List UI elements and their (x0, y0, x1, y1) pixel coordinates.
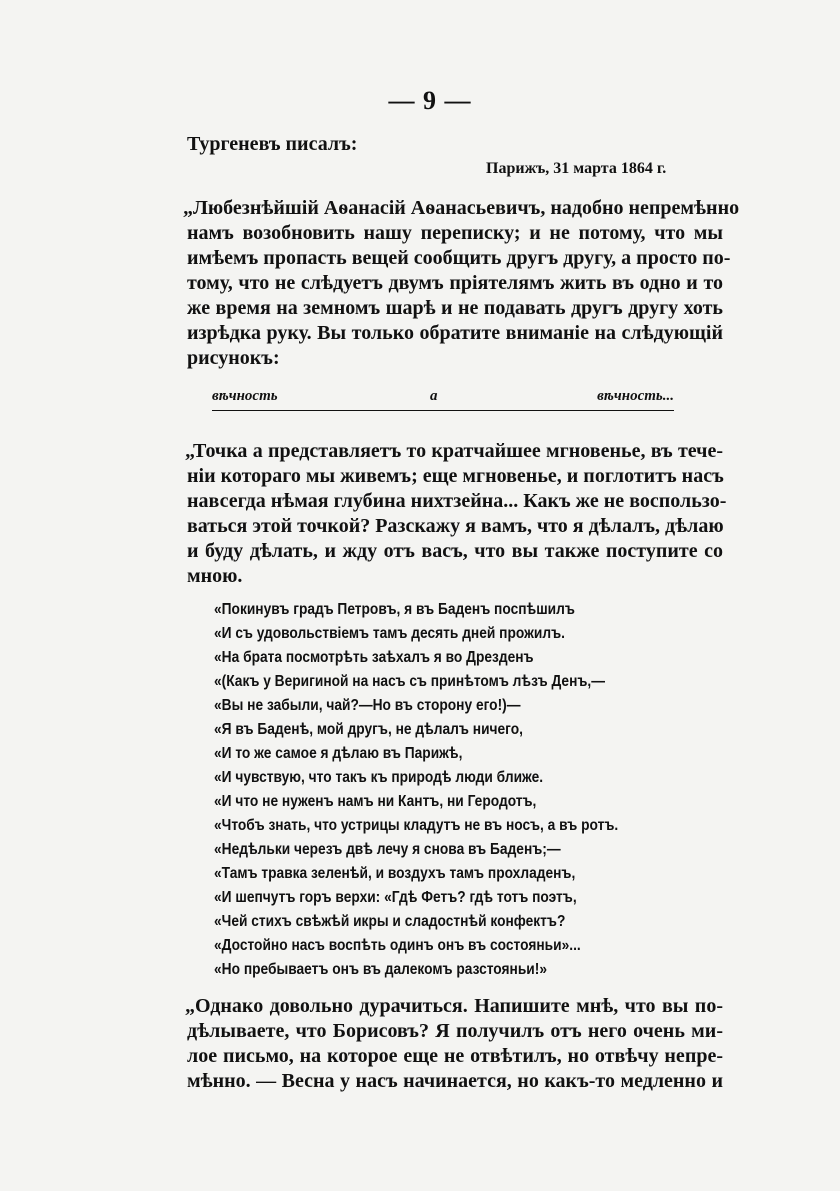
paragraph-3-line: мѣнно. — Весна у насъ начинается, но какъ-то медленно и (187, 1070, 723, 1092)
paragraph-1-line: намъ возобновить нашу переписку; и не потому, что мы (187, 222, 723, 244)
intro-line: Тургеневъ писалъ: (187, 133, 358, 155)
paragraph-2-line: ваться этой точкой? Разскажу я вамъ, что я дѣлалъ, дѣлаю (187, 515, 724, 537)
paragraph-1-line: тому, что не слѣдуетъ двумъ пріятелямъ жить въ одно и то (187, 272, 723, 294)
verse-line: «И чувствую, что такъ къ природѣ люди ближе. (214, 769, 544, 786)
paragraph-1-line: „Любезнѣйшій Аѳанасій Аѳанасьевичъ, надобно непремѣнно (183, 197, 740, 219)
paragraph-1-line: же время на земномъ шарѣ и не подавать другъ другу хоть (187, 297, 723, 319)
verse-line: «И съ удовольствіемъ тамъ десять дней прожилъ. (214, 625, 565, 642)
diagram-line (212, 410, 674, 411)
paragraph-3-line: „Однако довольно дурачиться. Напишите мнѣ, что вы по- (185, 995, 723, 1017)
verse-line: «Тамъ травка зеленѣй, и воздухъ тамъ прохладенъ, (214, 865, 576, 882)
paragraph-1-line: рисунокъ: (187, 347, 280, 369)
verse-line: «Вы не забыли, чай?—Но въ сторону его!)— (214, 697, 521, 714)
verse-line: «Но пребываетъ онъ въ далекомъ разстояньи!» (214, 961, 548, 978)
paragraph-2-line: ніи котораго мы живемъ; еще мгновенье, и поглотитъ насъ (187, 465, 724, 487)
paragraph-1-line: изрѣдка руку. Вы только обратите вниманіе на слѣдующій (187, 322, 723, 344)
diagram-point-label: a (430, 388, 438, 404)
verse-line: «Чей стихъ свѣжѣй икры и сладостнѣй конфектъ? (214, 913, 566, 930)
diagram-right-label: вѣчность... (597, 388, 674, 404)
verse-line: «(Какъ у Веригиной на насъ съ принѣтомъ лѣзъ Денъ,— (214, 673, 605, 690)
diagram-left-label: вѣчность (212, 388, 278, 404)
verse-line: «И шепчутъ горъ верхи: «Гдѣ Фетъ? гдѣ тотъ поэтъ, (214, 889, 577, 906)
verse-line: «Недѣльки черезъ двѣ лечу я снова въ Баденъ;— (214, 841, 561, 858)
eternity-diagram (212, 388, 674, 414)
verse-line: «Достойно насъ воспѣть одинъ онъ въ состояньи»... (214, 937, 581, 954)
verse-line: «Я въ Баденѣ, мой другъ, не дѣлалъ ничего, (214, 721, 523, 738)
paragraph-2-line: „Точка a представляетъ то кратчайшее мгновенье, въ тече- (185, 440, 723, 462)
page-number: — 9 — (388, 86, 472, 115)
verse-line: «Покинувъ градъ Петровъ, я въ Баденъ поспѣшилъ (214, 601, 575, 618)
verse-line: «На брата посмотрѣть заѣхалъ я во Дрезденъ (214, 649, 534, 666)
paragraph-2-line: и буду дѣлать, и жду отъ васъ, что вы также поступите со (187, 540, 723, 562)
verse-line: «И что не нуженъ намъ ни Кантъ, ни Геродотъ, (214, 793, 537, 810)
letter-dateline: Парижъ, 31 марта 1864 г. (486, 160, 667, 177)
verse-line: «И то же самое я дѣлаю въ Парижѣ, (214, 745, 463, 762)
paragraph-1-line: имѣемъ пропасть вещей сообщить другъ другу, а просто по- (187, 247, 731, 269)
verse-line: «Чтобъ знать, что устрицы кладутъ не въ носъ, а въ ротъ. (214, 817, 619, 834)
paragraph-2-line: мною. (187, 565, 243, 587)
paragraph-3-line: дѣлываете, что Борисовъ? Я получилъ отъ него очень ми- (187, 1020, 723, 1042)
paragraph-3-line: лое письмо, на которое еще не отвѣтилъ, но отвѣчу непре- (187, 1045, 723, 1067)
paragraph-2-line: навсегда нѣмая глубина нихтзейна... Какъ же не воспользо- (187, 490, 727, 512)
